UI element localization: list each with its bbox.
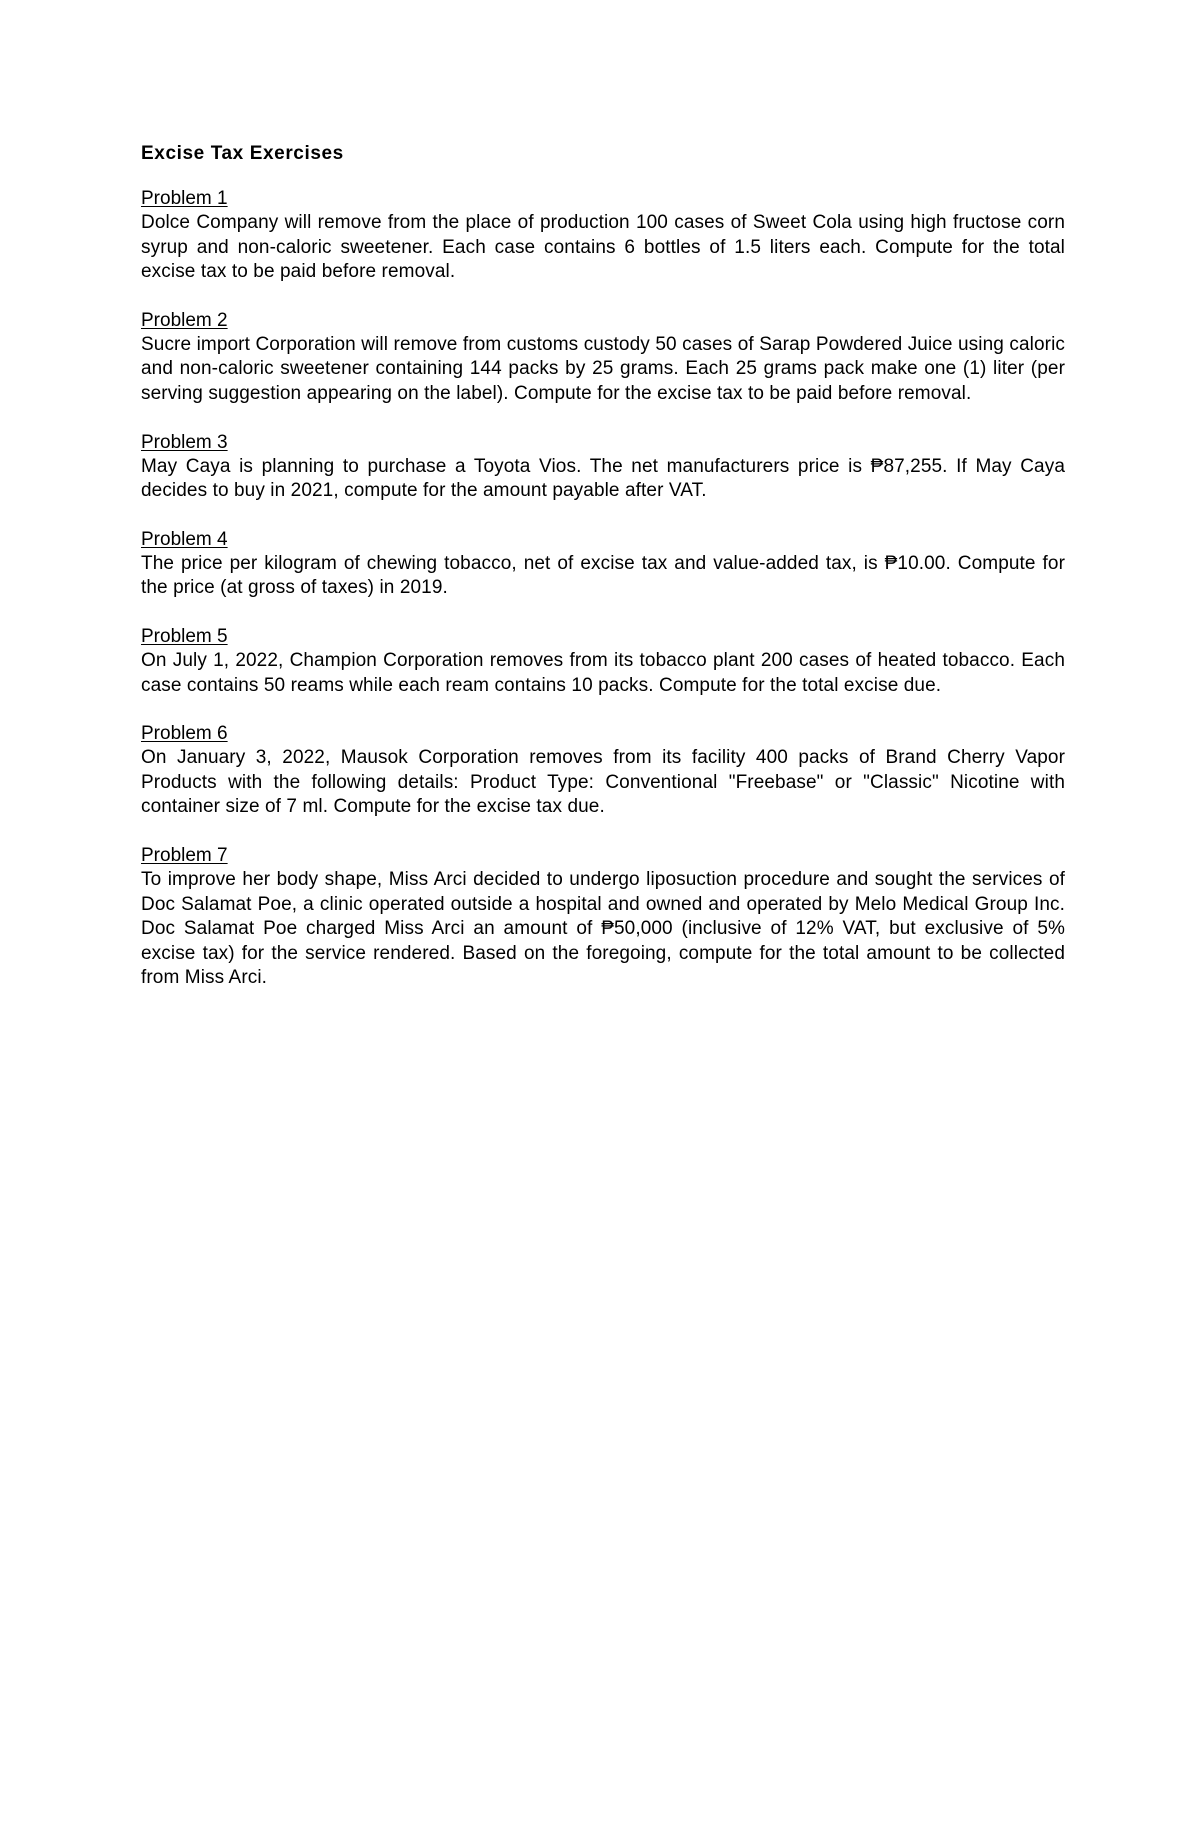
problem-text: On July 1, 2022, Champion Corporation removes from its tobacco plant 200 cases of heated tobacco. Each case contains 50 reams while each ream contains 10 packs. Compute for the total excise due. [141,649,1065,696]
document-title: Excise Tax Exercises [141,143,344,164]
problem-heading: Problem 2 [141,309,228,331]
problem-text: On January 3, 2022, Mausok Corporation removes from its facility 400 packs of Brand Cherry Vapor Products with the following details: Product Type: Conventional "Freebase" or "Classic" Nicotine with container size of 7 ml. Compute for the excise tax due. [141,747,1065,818]
problem-heading: Problem 1 [141,188,228,209]
problem-2 [141,309,1065,407]
problem-3 [141,431,1065,504]
problem-1 [141,187,1065,285]
problem-text: Dolce Company will remove from the place of production 100 cases of Sweet Cola using high fructose corn syrup and non-caloric sweetener. Each case contains 6 bottles of 1.5 liters each. Compute for the total excise tax to be paid before removal. [141,212,1065,283]
problem-heading: Problem 4 [141,528,228,550]
problem-text: May Caya is planning to purchase a Toyota Vios. The net manufacturers price is ₱87,255. If May Caya decides to buy in 2021, compute for the amount payable after VAT. [141,455,1065,502]
problem-heading: Problem 6 [141,723,228,745]
problem-6 [141,722,1065,820]
problem-heading: Problem 3 [141,431,228,453]
problem-text: The price per kilogram of chewing tobacco, net of excise tax and value-added tax, is ₱10.00. Compute for the price (at gross of taxes) in 2019. [141,552,1065,599]
problem-5 [141,625,1065,698]
problem-4 [141,528,1065,601]
problem-text: Sucre import Corporation will remove from customs custody 50 cases of Sarap Powdered Juice using caloric and non-caloric sweetener containing 144 packs by 25 grams. Each 25 grams pack make one (1) liter (per serving suggestion appearing on the label). Compute for the excise tax to be paid before removal. [141,333,1065,404]
document-page [141,140,1065,1015]
problem-heading: Problem 7 [141,844,228,866]
problem-heading: Problem 5 [141,625,228,647]
problem-7 [141,844,1065,991]
problem-text: To improve her body shape, Miss Arci decided to undergo liposuction procedure and sought the services of Doc Salamat Poe, a clinic operated outside a hospital and owned and operated by Melo Medical Group Inc. Doc Salamat Poe charged Miss Arci an amount of ₱50,000 (inclusive of 12% VAT, but exclusive of 5% excise tax) for the service rendered. Based on the foregoing, compute for the total amount to be collected from Miss Arci. [141,868,1065,989]
